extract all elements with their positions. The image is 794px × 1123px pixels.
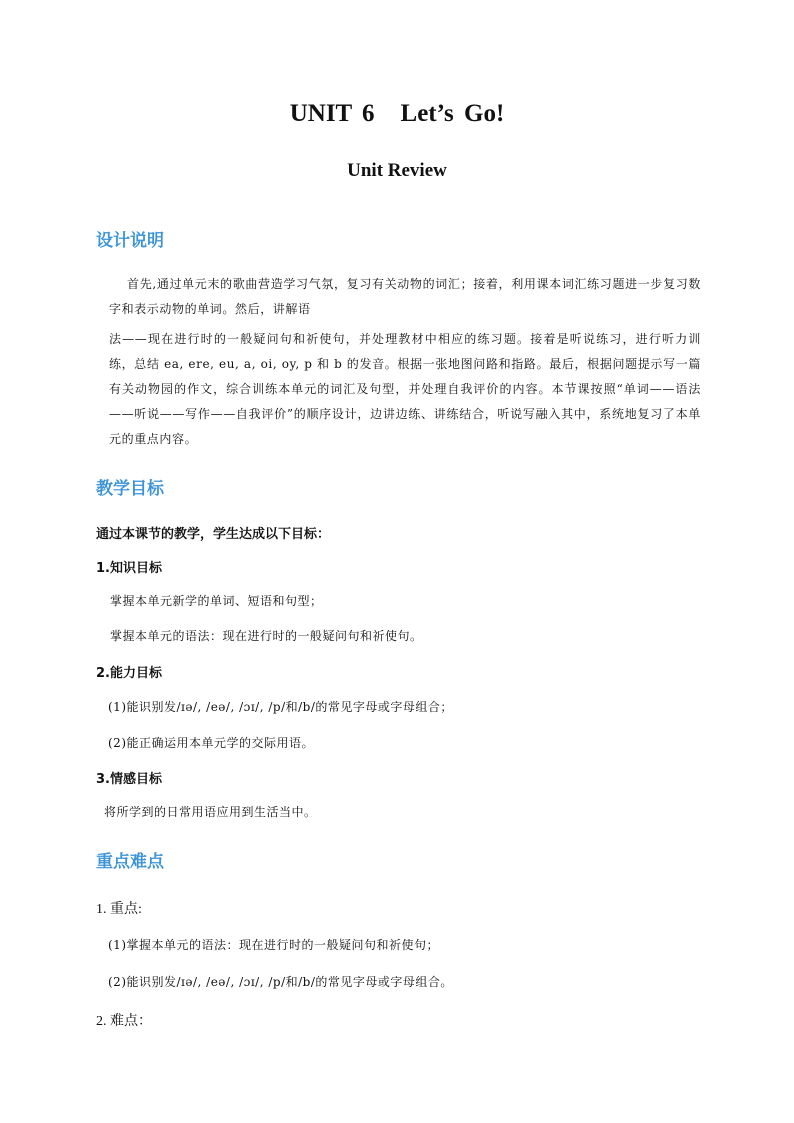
goals-lead: 通过本课节的教学，学生达成以下目标： — [96, 527, 331, 542]
key-point-item-2: (2)能识别发/ɪə/, /eə/, /ɔɪ/, /p/和/b/的常见字母或字母组合。 — [108, 975, 453, 989]
unit-name: Let’s Go! — [400, 100, 505, 127]
section-heading-goals: 教学目标 — [96, 479, 164, 499]
design-line-1: 首先,通过单元末的歌曲营造学习气氛，复习有关动物的词汇；接着，利用课本词汇练习题进一步复习数字和表示动物的单词。然后，讲解语 — [109, 277, 701, 316]
ability-goal-title: 2.能力目标 — [96, 666, 162, 681]
emotion-goal-title: 3.情感目标 — [96, 772, 162, 787]
knowledge-item-2: 掌握本单元的语法：现在进行时的一般疑问句和祈使句。 — [110, 629, 423, 643]
unit-number: UNIT 6 — [289, 100, 375, 127]
difficulty-label: 2. 难点： — [96, 1014, 152, 1029]
key-point-label: 1. 重点: — [96, 902, 142, 917]
emotion-item-1: 将所学到的日常用语应用到生活当中。 — [104, 805, 317, 819]
section-heading-design: 设计说明 — [96, 231, 164, 251]
knowledge-goal-title: 1.知识目标 — [96, 561, 162, 576]
ability-item-2: (2)能正确运用本单元学的交际用语。 — [108, 736, 314, 750]
ability-item-1: (1)能识别发/ɪə/, /eə/, /ɔɪ/, /p/和/b/的常见字母或字母组合； — [108, 700, 453, 714]
design-paragraph-2: 法——现在进行时的一般疑问句和祈使句，并处理教材中相应的练习题。接着是听说练习，进行听力训练，总结 ea, ere, eu, a, oi, oy, p 和 b 的发音。根据一张地图问路和指路。最后，根据问题提示写一篇有关动物园的作文，综合训练本单元的词汇及句型，并处理自我评价的内容。本节课按照“单词——语法——听说——写作——自我评价”的顺序设计，边讲边练、讲练结合，听说写融入其中，系统地复习了本单元的重点内容。 — [109, 332, 701, 446]
knowledge-item-1: 掌握本单元新学的单词、短语和句型； — [110, 594, 323, 608]
design-paragraph-1 — [109, 272, 701, 322]
document-title — [0, 100, 794, 128]
document-subtitle: Unit Review — [347, 160, 447, 181]
section-heading-keypoints: 重点难点 — [96, 852, 164, 872]
key-point-item-1: (1)掌握本单元的语法：现在进行时的一般疑问句和祈使句； — [108, 938, 440, 952]
